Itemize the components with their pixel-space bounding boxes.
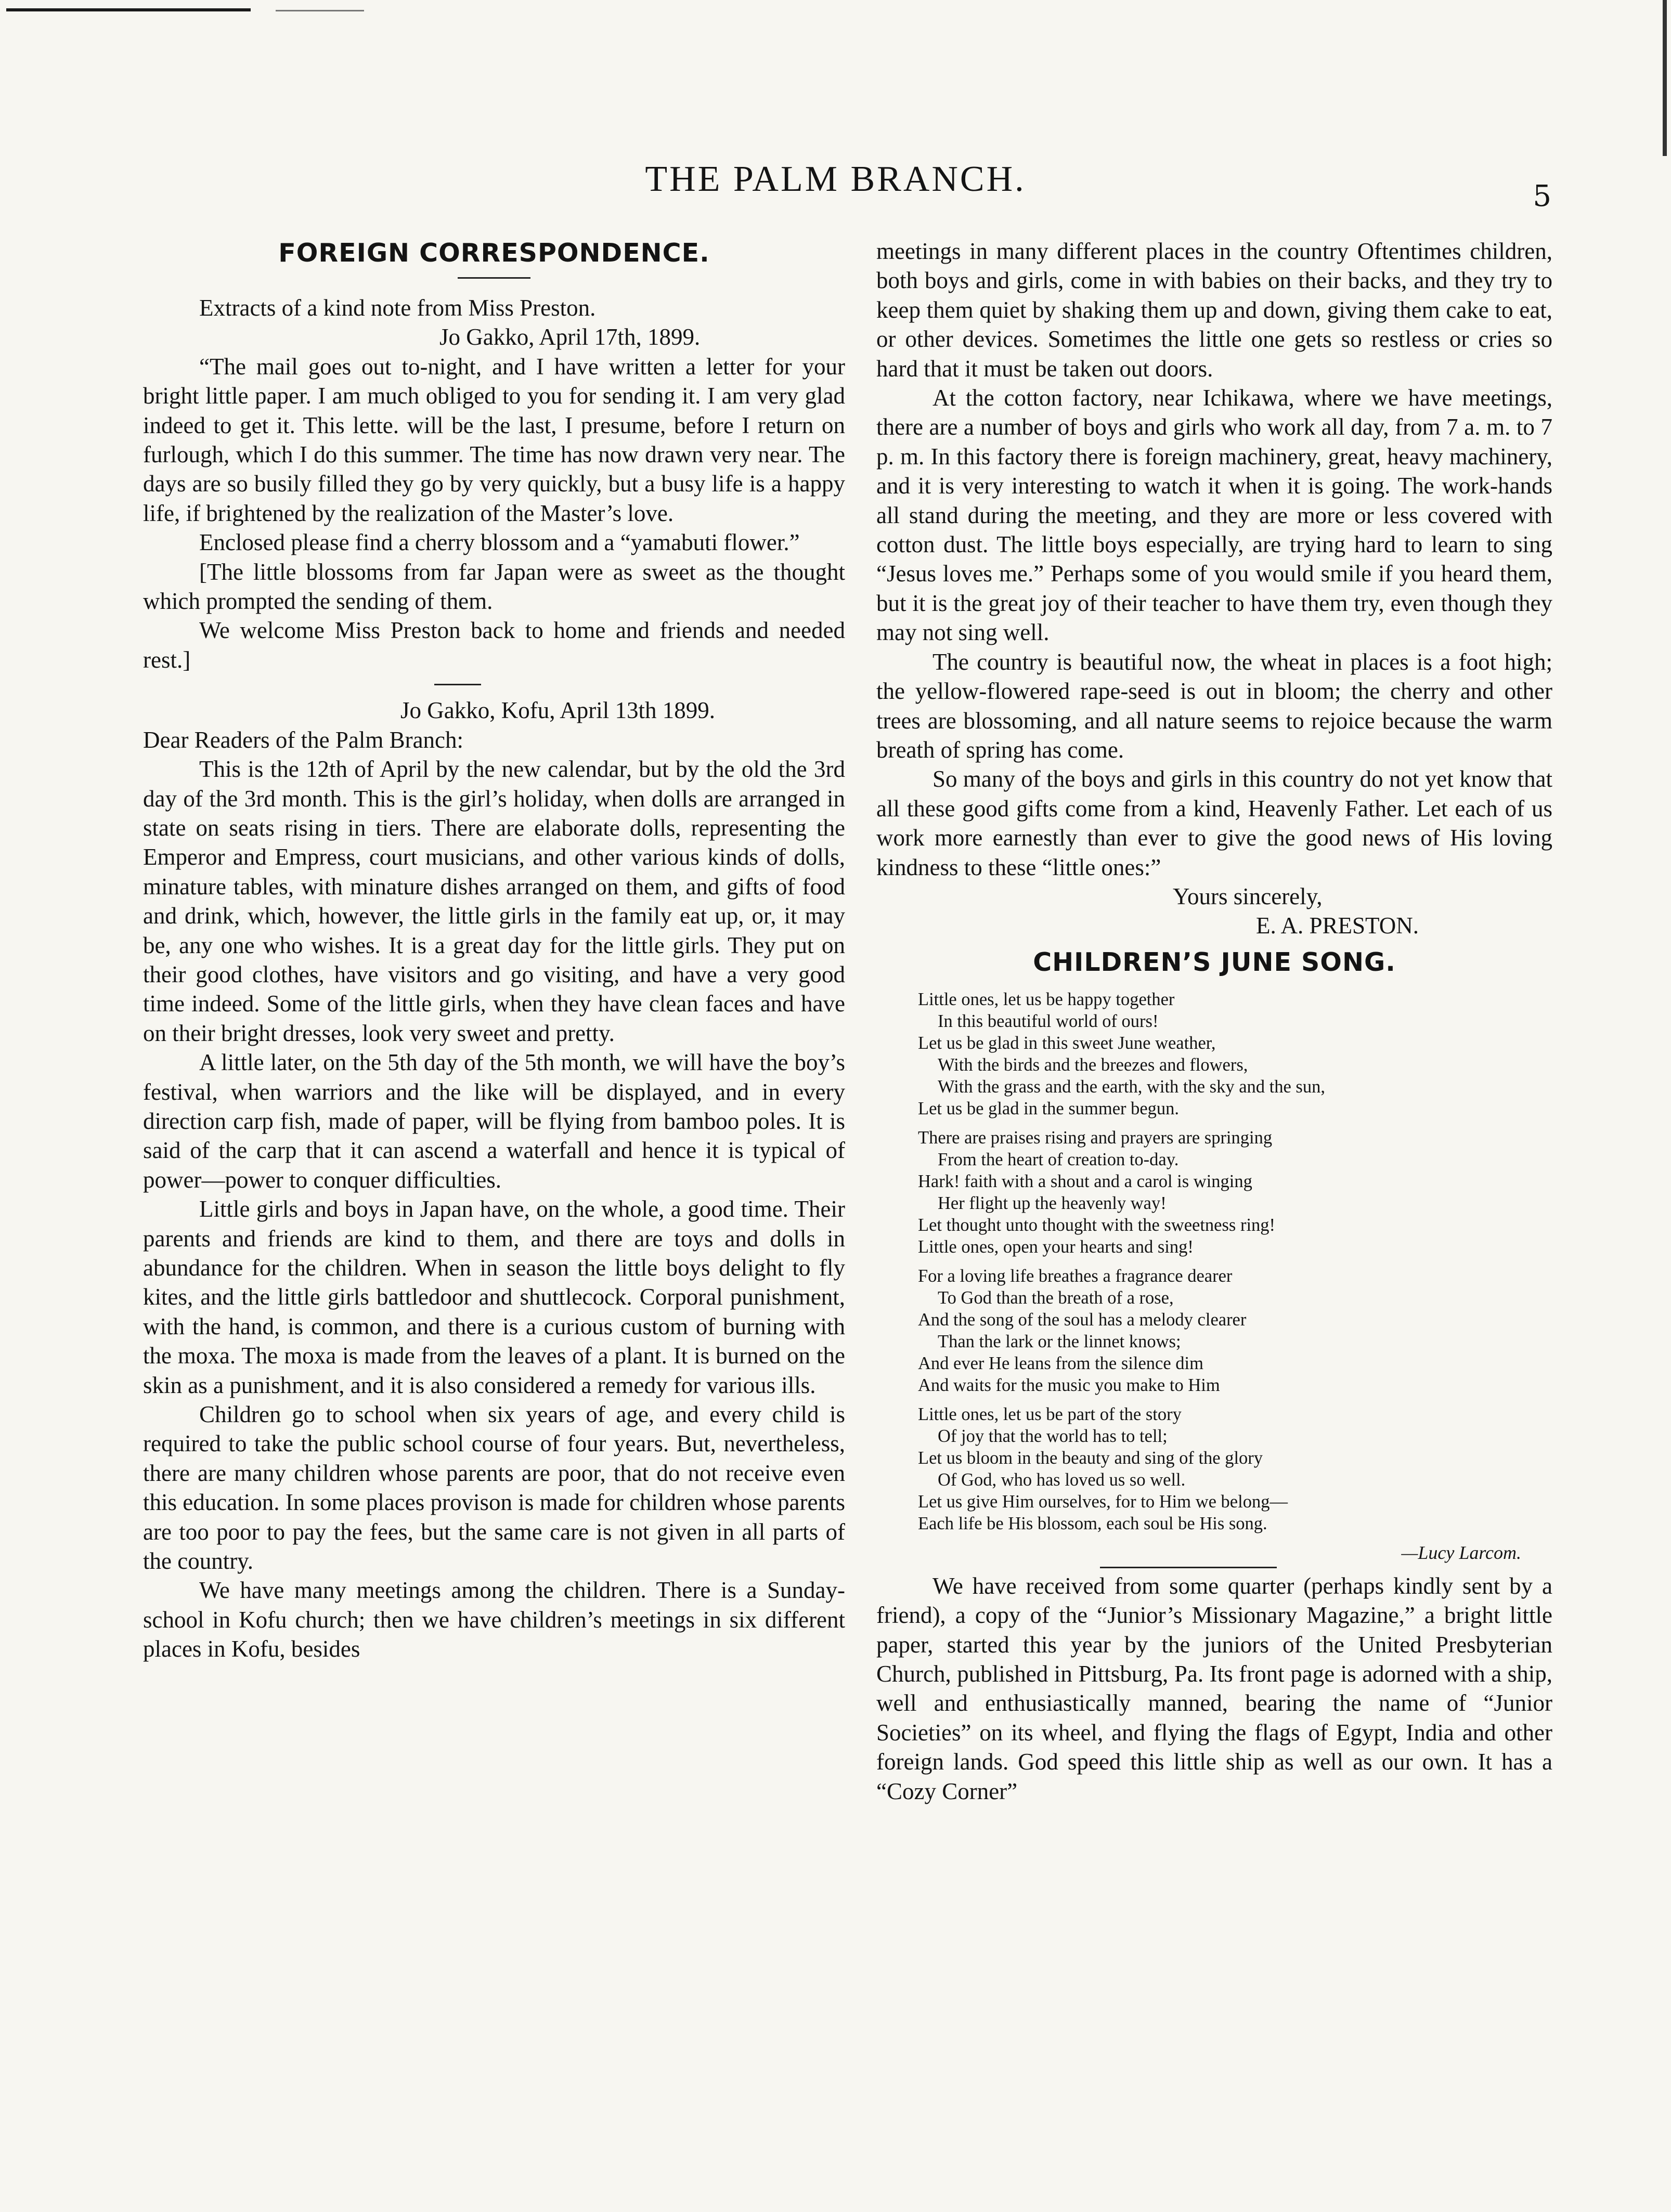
poem-stanza (918, 1127, 1552, 1258)
poem-line: There are praises rising and prayers are springing (918, 1127, 1273, 1148)
poem-line: And the song of the soul has a melody clearer (918, 1309, 1247, 1330)
paragraph: The country is beautiful now, the wheat in places is a foot high; the yellow-flowered rape-seed is out in bloom; the cherry and other trees are blossoming, and all nature seems to rejoice because the warm breath of spring has come. (876, 648, 1552, 763)
poem-line: Let thought unto thought with the sweetness ring! (918, 1215, 1276, 1235)
heading-rule (458, 277, 530, 279)
left-column (143, 237, 845, 1664)
poem-stanza (918, 988, 1552, 1120)
poem-stanza (918, 1403, 1552, 1534)
poem-line: Let us bloom in the beauty and sing of the glory (918, 1448, 1263, 1468)
paragraph: We have many meetings among the children. There is a Sunday-school in Kofu church; then we have children’s meetings in six different places in Kofu, besides (143, 1577, 845, 1662)
poem-line: Her flight up the heavenly way! (938, 1193, 1167, 1213)
poem-line: Little ones, open your hearts and sing! (918, 1237, 1194, 1257)
poem-line: Let us be glad in this sweet June weather, (918, 1033, 1216, 1053)
top-edge-rule-faint (276, 10, 364, 11)
running-title: THE PALM BRANCH. (645, 159, 1026, 199)
paragraph: At the cotton factory, near Ichikawa, where we have meetings, there are a number of boys and girls who work all day, from 7 a. m. to 7 p. m. In this factory there is foreign machinery, great, heavy machinery, and it is very interesting to watch it when it is going. The work-hands all stand during the meeting, and they are more or less covered with cotton dust. The little boys especially, are trying hard to learn to sing “Jesus loves me.” Perhaps some of you would smile if you heard them, but it is the great joy of their teacher to have them try, even though they may not sing well. (876, 385, 1552, 646)
paragraph: We have received from some quarter (perhaps kindly sent by a friend), a copy of the “Junior’s Missionary Magazine,” a bright little paper, started this year by the juniors of the United Presbyterian Church, published in Pittsburg, Pa. Its front page is adorned with a ship, well and enthusiastically manned, bearing the name of “Junior Societies” on its wheel, and flying the flags of Egypt, India and other foreign lands. God speed this little ship as well as our own. It has a “Cozy Corner” (876, 1572, 1552, 1804)
poem-line: Each life be His blossom, each soul be His song. (918, 1513, 1267, 1533)
paragraph: Enclosed please find a cherry blossom and a “yamabuti flower.” (199, 529, 800, 556)
paragraph: Little girls and boys in Japan have, on the whole, a good time. Their parents and friends are kind to them, and there are toys and dolls in abundance for the children. When in season the little boys delight to fly kites, and the little girls battledoor and shuttlecock. Corporal punishment, with the hand, is common, and there is a curious custom of burning with the moxa. The moxa is made from the leaves of a plant. It is burned on the skin as a punishment, and it is also considered a remedy for various ills. (143, 1196, 845, 1398)
salutation: Dear Readers of the Palm Branch: (143, 726, 464, 753)
page-number: 5 (1533, 179, 1551, 213)
paragraph: This is the 12th of April by the new calendar, but by the old the 3rd day of the 3rd month. This is the girl’s holiday, when dolls are arranged in state on seats rising in tiers. There are elaborate dolls, representing the Emperor and Empress, court musicians, and other various kinds of dolls, minature tables, with minature dishes arranged on them, and gifts of food and drink, which, however, the little girls in the family eat up, or, it may be, any one who wishes. It is a great day for the little girls. They put on their good clothes, have visitors and go visiting, and have a very good time indeed. Some of the little girls, when they have clean faces and have on their bright dresses, look very sweet and pretty. (143, 756, 845, 1046)
poem-author: —Lucy Larcom. (1401, 1542, 1521, 1563)
poem-line: And ever He leans from the silence dim (918, 1353, 1203, 1373)
dateline: Jo Gakko, April 17th, 1899. (439, 324, 701, 350)
dateline: Jo Gakko, Kofu, April 13th 1899. (400, 697, 715, 724)
poem-line: Let us be glad in the summer begun. (918, 1098, 1180, 1118)
paragraph: We welcome Miss Preston back to home and friends and needed rest.] (143, 617, 845, 673)
poem-line: Hark! faith with a shout and a carol is winging (918, 1171, 1252, 1191)
poem (918, 988, 1552, 1564)
poem-line: Than the lark or the linnet knows; (938, 1331, 1181, 1351)
poem-line: To God than the breath of a rose, (938, 1287, 1174, 1308)
poem-line: Of God, who has loved us so well. (938, 1469, 1186, 1490)
paragraph: A little later, on the 5th day of the 5th month, we will have the boy’s festival, when warriors and the like will be displayed, and in every direction carp fish, made of paper, will be flying from bamboo poles. It is said of the carp that it can ascend a waterfall and hence it is typical of power—power to conquer difficulties. (143, 1049, 845, 1193)
poem-line: And waits for the music you make to Him (918, 1375, 1220, 1395)
top-edge-rule (6, 8, 251, 11)
poem-stanza (918, 1265, 1552, 1396)
section-rule (1100, 1567, 1277, 1568)
right-column (876, 237, 1552, 1806)
poem-title: CHILDREN’S JUNE SONG. (1033, 947, 1396, 977)
poem-line: From the heart of creation to-day. (938, 1149, 1179, 1169)
letter-signature: E. A. PRESTON. (1256, 913, 1419, 939)
poem-line: Little ones, let us be happy together (918, 989, 1175, 1009)
intro-line: Extracts of a kind note from Miss Preston. (199, 295, 596, 321)
poem-line: Of joy that the world has to tell; (938, 1426, 1168, 1446)
section-heading: FOREIGN CORRESPONDENCE. (278, 238, 710, 268)
paragraph: So many of the boys and girls in this country do not yet know that all these good gifts come from a kind, Heavenly Father. Let each of us work more earnestly than ever to give the good news of His loving kindness to these “little ones:” (876, 766, 1552, 880)
paragraph: meetings in many different places in the country Oftentimes children, both boys and girls, come in with babies on their backs, and they try to keep them quiet by shaking them up and down, giving them cake to eat, or other devices. Sometimes the little one gets so restless or cries so hard that it must be taken out doors. (876, 238, 1552, 382)
poem-line: For a loving life breathes a fragrance dearer (918, 1266, 1233, 1286)
poem-line: Little ones, let us be part of the story (918, 1404, 1182, 1424)
poem-line: In this beautiful world of ours! (938, 1011, 1159, 1031)
page-edge-mark (1663, 0, 1667, 156)
paragraph: “The mail goes out to-night, and I have written a letter for your bright little paper. I am much obliged to you for sending it. I am very glad indeed to get it. This lette. will be the last, I presume, before I return on furlough, which I do this summer. The time has now drawn very near. The days are so busily filled they go by very quickly, but a busy life is a happy life, if brightened by the realization of the Master’s love. (143, 353, 845, 526)
poem-line: Let us give Him ourselves, for to Him we belong— (918, 1491, 1288, 1512)
poem-line: With the grass and the earth, with the sky and the sun, (938, 1076, 1325, 1097)
paragraph: Children go to school when six years of age, and every child is required to take the public school course of four years. But, nevertheless, there are many children whose parents are poor, that do not receive even this education. In some places provison is made for children whose parents are too poor to pay the fees, but the same care is not given in all parts of the country. (143, 1401, 845, 1575)
letter-closing: Yours sincerely, (1173, 883, 1323, 909)
poem-line: With the birds and the breezes and flowers, (938, 1055, 1248, 1075)
section-rule (434, 684, 481, 685)
paragraph: [The little blossoms from far Japan were as sweet as the thought which prompted the sending of them. (143, 558, 845, 615)
